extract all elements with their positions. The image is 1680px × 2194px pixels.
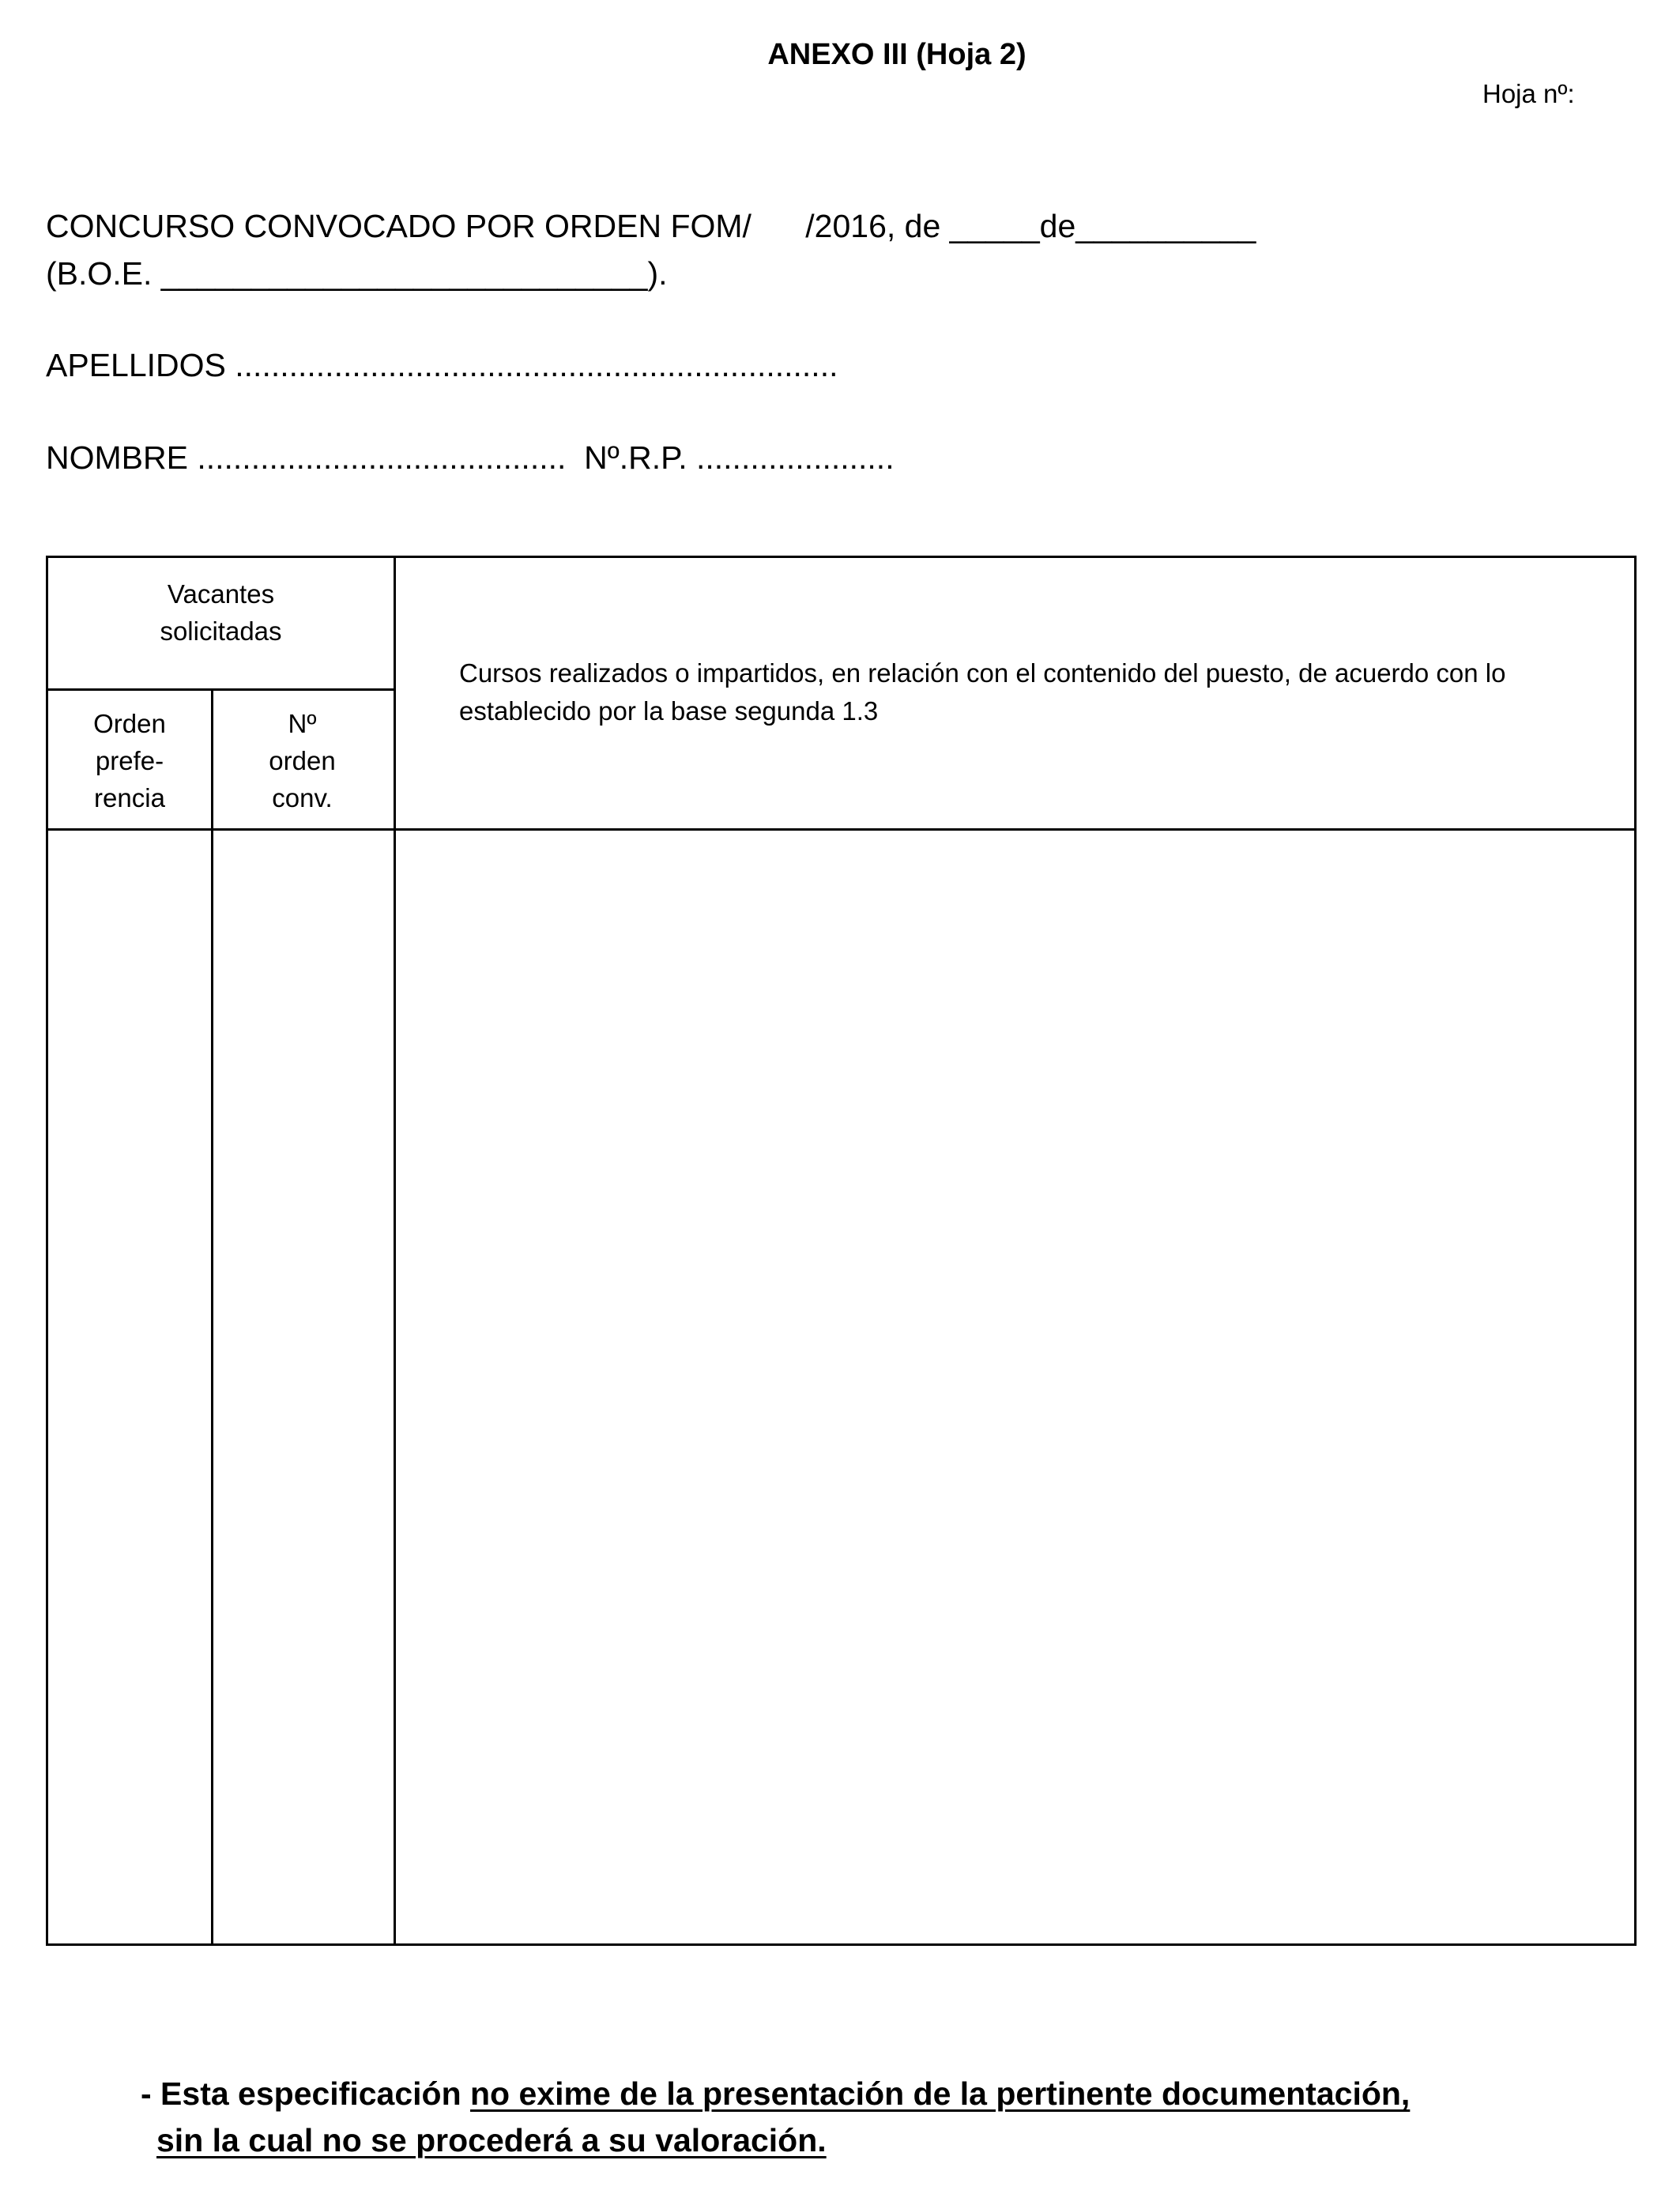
vacantes-solicitadas-header: Vacantes solicitadas	[160, 579, 282, 646]
cursos-realizados-header: Cursos realizados o impartidos, en relación con el contenido del puesto, de acuerdo con lo establecido por la base segunda 1.3	[459, 658, 1506, 726]
orden-preferencia-header: Orden prefe-rencia	[93, 709, 166, 812]
footer-note-underlined: no exime de la presentación de la pertinente documentación,	[470, 2075, 1411, 2112]
apellidos-field: APELLIDOS ...................................................................	[46, 347, 838, 383]
footer-note-line-1	[141, 2071, 1410, 2117]
footer-note-text: - Esta especificación	[141, 2075, 471, 2112]
footer-note-underlined: sin la cual no se procederá a su valoración.	[156, 2122, 827, 2158]
document-title: ANEXO III (Hoja 2)	[767, 38, 1026, 71]
numero-orden-conv-header: Nº orden conv.	[269, 709, 336, 812]
cursos-entry-cell[interactable]	[396, 831, 1634, 1943]
footer-note-line-2	[156, 2117, 827, 2163]
numero-orden-conv-entry-cell[interactable]	[213, 831, 394, 1943]
orden-preferencia-entry-cell[interactable]	[48, 831, 211, 1943]
table-divider-horizontal	[48, 688, 394, 691]
vacancies-table	[46, 556, 1637, 1946]
nombre-field: NOMBRE ......................................... Nº.R.P. ......................	[46, 439, 895, 476]
concurso-line: CONCURSO CONVOCADO POR ORDEN FOM/ /2016, de _____de__________	[46, 208, 1256, 244]
sheet-number-label: Hoja nº:	[1482, 79, 1575, 108]
boe-line: (B.O.E. ___________________________).	[46, 255, 668, 292]
